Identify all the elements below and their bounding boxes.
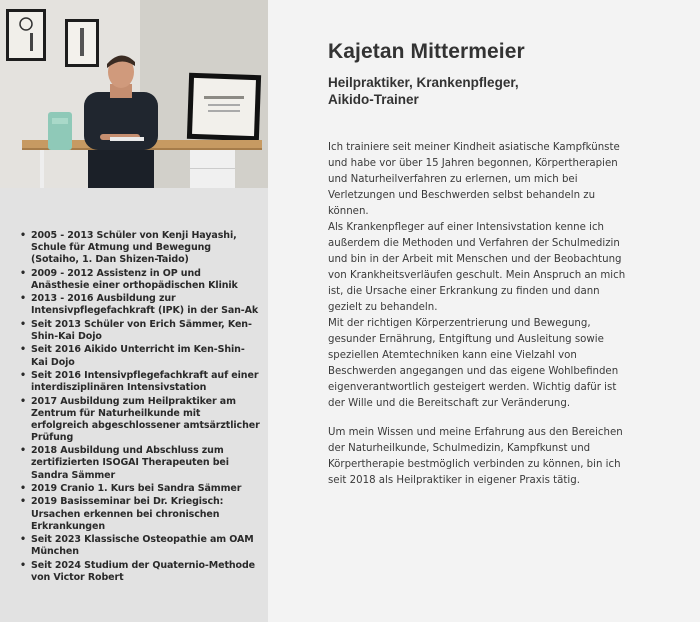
cv-list-item: • Seit 2016 Aikido Unterricht im Ken-Shin-Kai Dojo <box>20 344 260 368</box>
bio-paragraph: Um mein Wissen und meine Erfahrung aus den Bereichen der Naturheilkunde, Schulmedizin, Kampfkunst und Körpertherapie bestmöglich verbinden zu können, bin ich seit 2018 als Heilpraktiker in eigener Praxis tätig. <box>328 427 623 486</box>
cv-list-item: • 2013 - 2016 Ausbildung zur Intensivpflegefachkraft (IPK) in der San-Ak <box>20 293 260 317</box>
cv-list-item: • Seit 2016 Intensivpflegefachkraft auf einer interdisziplinären Intensivstation <box>20 370 260 394</box>
cv-list-item: • 2019 Cranio 1. Kurs bei Sandra Sämmer <box>20 483 260 495</box>
bio-paragraph: Ich trainiere seit meiner Kindheit asiatische Kampfkünste und habe vor über 15 Jahren begonnen, Körpertherapien und Naturheilverfahren zu erlernen, um mich bei Verletzungen und Beschwerden selbst behandeln zu können. <box>328 142 620 217</box>
cv-list-item: • 2018 Ausbildung und Abschluss zum zertifizierten ISOGAI Therapeuten bei Sandra Sämmer <box>20 445 260 481</box>
page-title: Kajetan Mittermeier <box>328 40 525 63</box>
cv-list-item: • Seit 2013 Schüler von Erich Sämmer, Ken-Shin-Kai Dojo <box>20 319 260 343</box>
cv-list-item: • 2009 - 2012 Assistenz in OP und Anästhesie einer orthopädischen Klinik <box>20 268 260 292</box>
cv-list-item: • 2019 Basisseminar bei Dr. Kriegisch: Ursachen erkennen bei chronischen Erkrankungen <box>20 496 260 532</box>
cv-list-item: • Seit 2023 Klassische Osteopathie am OAM München <box>20 534 260 558</box>
cv-list-item: • 2005 - 2013 Schüler von Kenji Hayashi, Schule für Atmung und Bewegung (Sotaiho, 1. Dan Shizen-Taido) <box>20 230 260 266</box>
office-photo-illustration <box>0 0 268 188</box>
header <box>328 40 633 108</box>
cv-list-item: • Seit 2024 Studium der Quaternio-Methode von Victor Robert <box>20 560 260 584</box>
portrait-photo <box>0 0 268 188</box>
bio-text <box>328 140 633 489</box>
subtitle: Heilpraktiker, Krankenpfleger, Aikido-Trainer <box>328 75 519 107</box>
bio-paragraph: Mit der richtigen Körperzentrierung und Bewegung, gesunder Ernährung, Entgiftung und Ausleitung sowie speziellen Atemtechniken kann eine Vielzahl von Beschwerden angegangen und das eigene Wohlbefinden eigenverantwortlich gesteigert werden. Wichtig dafür ist der Wille und die Bereitschaft zur Veränderung. <box>328 318 619 409</box>
cv-list <box>20 230 260 585</box>
left-column <box>0 0 268 622</box>
cv-list-item: • 2017 Ausbildung zum Heilpraktiker am Zentrum für Naturheilkunde mit erfolgreich abgeschlossener amtsärztlicher Prüfung <box>20 396 260 444</box>
bio-paragraph: Als Krankenpfleger auf einer Intensivstation kenne ich außerdem die Methoden und Verfahren der Schulmedizin und bin in der Arbeit mit Menschen und der Beobachtung von Krankheitsverläufen geschult. Mein Anspruch an mich ist, die Ursache einer Erkrankung zu finden und dann gezielt zu behandeln. <box>328 222 626 313</box>
